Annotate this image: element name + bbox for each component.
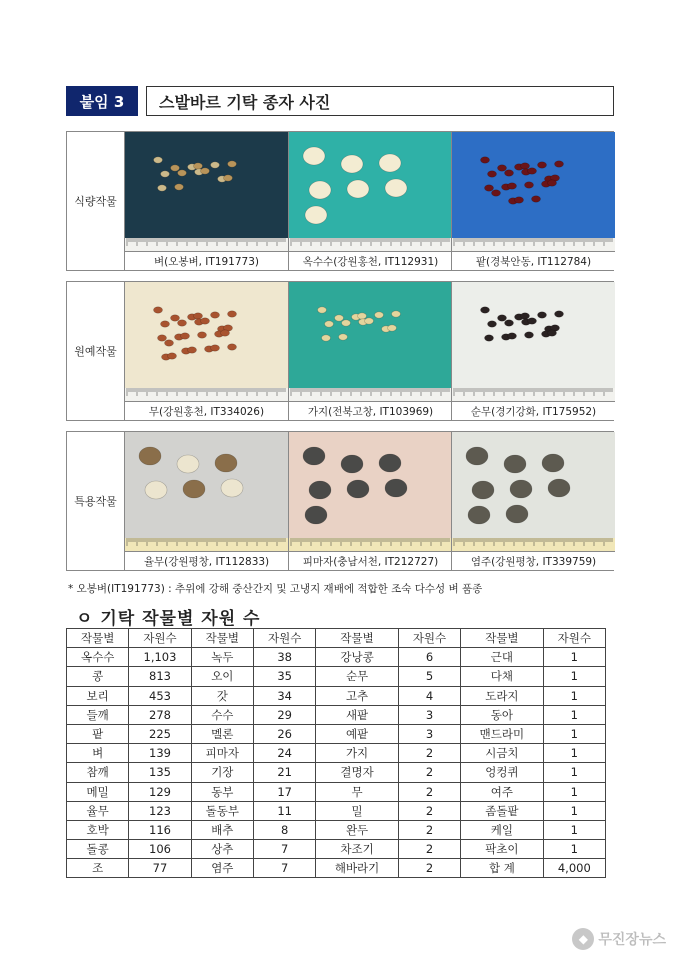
seed-photo [452,432,615,553]
crop-name-cell: 맨드라미 [461,724,544,743]
seed-mark [181,333,190,339]
crop-name-cell: 오이 [191,667,253,686]
seed-mark [183,480,205,498]
count-cell: 5 [398,667,460,686]
count-cell: 1 [543,648,605,667]
seed-mark [498,165,507,171]
group-label: 원예작물 [67,282,125,420]
crop-name-cell: 염주 [191,859,253,878]
seed-mark [211,162,220,168]
seed-illustration [289,432,452,553]
seed-mark [347,480,369,498]
seed-mark [168,353,177,359]
watermark-text: 무진장뉴스 [598,932,666,948]
crop-name-cell: 새팥 [316,705,399,724]
seed-mark [341,155,363,173]
seed-mark [211,345,220,351]
seed-photo [289,432,452,553]
seed-mark [171,165,180,171]
count-cell: 1 [543,763,605,782]
seed-mark [154,307,163,313]
count-cell: 135 [129,763,191,782]
seed-photo-cell [451,132,614,270]
crop-name-cell: 기장 [191,763,253,782]
seed-mark [508,333,517,339]
count-cell: 123 [129,801,191,820]
seed-mark [504,455,526,473]
footnote: * 오봉벼(IT191773) : 추위에 강해 중산간지 및 고냉지 재배에 적합한 조숙 다수성 벼 품종 [68,583,483,595]
crop-name-cell: 순무 [316,667,399,686]
seed-mark [198,332,207,338]
count-cell: 106 [129,840,191,859]
photo-group [66,131,614,271]
table-header-row [67,629,606,648]
seed-mark [548,330,557,336]
col-header-crop: 작물별 [316,629,399,648]
crop-name-cell: 율무 [67,801,129,820]
seed-mark [485,335,494,341]
crop-name-cell: 시금치 [461,744,544,763]
seed-mark [303,147,325,165]
crop-name-cell: 팥 [67,724,129,743]
photo-caption: 옥수수(강원홍천, IT112931) [289,251,452,270]
seed-photo [452,282,615,403]
count-cell: 77 [129,859,191,878]
seed-mark [481,307,490,313]
photo-caption: 염주(강원평창, IT339759) [452,551,615,570]
seed-mark [358,313,367,319]
seed-mark [510,480,532,498]
seed-mark [158,335,167,341]
seed-mark [488,171,497,177]
crop-name-cell: 해바라기 [316,859,399,878]
seed-mark [528,168,537,174]
crop-name-cell: 합 계 [461,859,544,878]
seed-mark [555,161,564,167]
seed-mark [145,481,167,499]
crop-name-cell: 들깨 [67,705,129,724]
seed-mark [228,344,237,350]
seed-illustration [452,432,615,553]
seed-mark [375,312,384,318]
col-header-crop: 작물별 [191,629,253,648]
crop-name-cell: 보리 [67,686,129,705]
seed-photo-cell [125,282,288,420]
crop-name-cell: 여주 [461,782,544,801]
count-cell: 129 [129,782,191,801]
seed-mark [158,185,167,191]
crop-name-cell: 완두 [316,820,399,839]
count-cell: 21 [253,763,315,782]
crop-name-cell: 녹두 [191,648,253,667]
seed-illustration [125,282,288,403]
crop-name-cell: 차조기 [316,840,399,859]
count-cell: 7 [253,859,315,878]
seed-mark [228,161,237,167]
seed-mark [188,347,197,353]
seed-mark [525,182,534,188]
photo-group [66,431,614,571]
seed-photo [125,432,288,553]
crop-name-cell: 동아 [461,705,544,724]
count-cell: 2 [398,763,460,782]
seed-mark [339,334,348,340]
seed-mark [528,318,537,324]
seed-mark [305,506,327,524]
seed-mark [221,479,243,497]
seed-mark [305,206,327,224]
count-cell: 4 [398,686,460,705]
crop-name-cell: 다채 [461,667,544,686]
seed-mark [385,479,407,497]
count-cell: 1 [543,801,605,820]
seed-mark [347,180,369,198]
count-cell: 1 [543,744,605,763]
seed-mark [468,506,490,524]
count-cell: 11 [253,801,315,820]
seed-mark [178,170,187,176]
seed-mark [379,454,401,472]
table-row [67,705,606,724]
crop-name-cell: 벼 [67,744,129,763]
count-cell: 1 [543,820,605,839]
crop-name-cell: 배추 [191,820,253,839]
crop-name-cell: 밀 [316,801,399,820]
crop-name-cell: 동부 [191,782,253,801]
seed-mark [165,340,174,346]
seed-mark [525,332,534,338]
count-cell: 1 [543,782,605,801]
crop-name-cell: 피마자 [191,744,253,763]
seed-photo [289,282,452,403]
count-cell: 139 [129,744,191,763]
count-cell: 24 [253,744,315,763]
seed-photo [289,132,452,253]
seed-mark [548,479,570,497]
seed-mark [542,454,564,472]
seed-photo-cell [451,432,614,570]
seed-mark [388,325,397,331]
crop-name-cell: 케일 [461,820,544,839]
table-row [67,648,606,667]
crop-name-cell: 수수 [191,705,253,724]
seed-mark [472,481,494,499]
count-cell: 1 [543,667,605,686]
seed-photo-cell [288,282,451,420]
crop-name-cell: 팍초이 [461,840,544,859]
seed-photo [125,282,288,403]
photo-caption: 피마자(충남서천, IT212727) [289,551,452,570]
seed-mark [521,313,530,319]
crop-name-cell: 참깨 [67,763,129,782]
crop-name-cell: 좀돌팥 [461,801,544,820]
seed-mark [201,318,210,324]
count-cell: 2 [398,840,460,859]
seed-mark [505,320,514,326]
watermark-logo-icon: ◆ [572,928,594,950]
crop-name-cell: 고추 [316,686,399,705]
count-cell: 3 [398,705,460,724]
seed-mark [515,197,524,203]
crop-name-cell: 상추 [191,840,253,859]
crop-name-cell: 옥수수 [67,648,129,667]
seed-mark [221,330,230,336]
crop-name-cell: 무 [316,782,399,801]
photo-caption: 순무(경기강화, IT175952) [452,401,615,420]
seed-photo [452,132,615,253]
crop-name-cell: 가지 [316,744,399,763]
count-cell: 38 [253,648,315,667]
col-header-crop: 작물별 [67,629,129,648]
seed-mark [335,315,344,321]
seed-mark [194,163,203,169]
photo-caption: 무(강원홍천, IT334026) [125,401,288,420]
count-cell: 116 [129,820,191,839]
count-cell: 453 [129,686,191,705]
seed-mark [481,157,490,163]
count-cell: 8 [253,820,315,839]
seed-photo-cell [125,432,288,570]
seed-mark [175,184,184,190]
col-header-count: 자원수 [129,629,191,648]
col-header-crop: 작물별 [461,629,544,648]
seed-mark [224,175,233,181]
seed-illustration [125,132,288,253]
seed-mark [538,162,547,168]
seed-mark [154,157,163,163]
crop-name-cell: 멜론 [191,724,253,743]
table-row [67,667,606,686]
crop-name-cell: 조 [67,859,129,878]
seed-mark [505,170,514,176]
seed-mark [365,318,374,324]
photo-caption: 벼(오봉벼, IT191773) [125,251,288,270]
seed-photo-cell [288,132,451,270]
crop-name-cell: 예팥 [316,724,399,743]
count-cell: 1 [543,686,605,705]
seed-mark [178,320,187,326]
count-cell: 26 [253,724,315,743]
seed-mark [492,190,501,196]
seed-mark [508,183,517,189]
table-row [67,801,606,820]
seed-illustration [289,132,452,253]
seed-mark [521,163,530,169]
crop-name-cell: 갓 [191,686,253,705]
seed-mark [325,321,334,327]
seed-mark [488,321,497,327]
watermark [572,928,666,950]
photo-caption: 팥(경북안동, IT112784) [452,251,615,270]
seed-mark [161,321,170,327]
count-cell: 6 [398,648,460,667]
seed-mark [318,307,327,313]
seed-mark [228,311,237,317]
count-cell: 7 [253,840,315,859]
seed-mark [485,185,494,191]
crop-name-cell: 돌동부 [191,801,253,820]
count-cell: 225 [129,724,191,743]
seed-illustration [289,282,452,403]
seed-mark [498,315,507,321]
seed-photo-cell [125,132,288,270]
count-cell: 4,000 [543,859,605,878]
seed-mark [215,454,237,472]
count-cell: 1,103 [129,648,191,667]
seed-mark [555,311,564,317]
table-body [67,648,606,878]
crop-name-cell: 결명자 [316,763,399,782]
seed-mark [341,455,363,473]
crop-name-cell: 메밀 [67,782,129,801]
attachment-tag: 붙임 3 [66,86,138,116]
group-label: 식량작물 [67,132,125,270]
seed-mark [506,505,528,523]
seed-mark [211,312,220,318]
count-cell: 2 [398,744,460,763]
crop-name-cell: 호박 [67,820,129,839]
crop-name-cell: 콩 [67,667,129,686]
seed-mark [379,154,401,172]
photo-caption: 가지(전북고창, IT103969) [289,401,452,420]
seed-mark [538,312,547,318]
table-row [67,820,606,839]
seed-mark [392,311,401,317]
seed-mark [548,180,557,186]
seed-mark [201,168,210,174]
seed-photo [125,132,288,253]
count-cell: 1 [543,724,605,743]
table-row [67,686,606,705]
seed-photo-cell [451,282,614,420]
seed-illustration [125,432,288,553]
seed-illustration [452,282,615,403]
crop-name-cell: 엉컹퀴 [461,763,544,782]
crop-name-cell: 돌콩 [67,840,129,859]
seed-mark [139,447,161,465]
count-cell: 813 [129,667,191,686]
count-cell: 17 [253,782,315,801]
seed-photo-cell [288,432,451,570]
seed-mark [171,315,180,321]
seed-mark [342,320,351,326]
seed-mark [309,481,331,499]
photo-caption: 율무(강원평창, IT112833) [125,551,288,570]
seed-mark [466,447,488,465]
count-cell: 3 [398,724,460,743]
table-row [67,763,606,782]
table-row [67,724,606,743]
count-cell: 34 [253,686,315,705]
seed-mark [532,196,541,202]
count-cell: 35 [253,667,315,686]
table-row [67,744,606,763]
crop-name-cell: 근대 [461,648,544,667]
group-label: 특용작물 [67,432,125,570]
table-row [67,859,606,878]
page-header [66,86,331,116]
table-row [67,840,606,859]
crop-name-cell: 도라지 [461,686,544,705]
count-cell: 1 [543,705,605,724]
seed-mark [161,171,170,177]
count-cell: 2 [398,801,460,820]
page-title: 스발바르 기탁 종자 사진 [146,86,614,116]
seed-mark [322,335,331,341]
table-row [67,782,606,801]
seed-mark [194,313,203,319]
crop-count-table [66,628,606,878]
col-header-count: 자원수 [253,629,315,648]
seed-mark [177,455,199,473]
count-cell: 2 [398,820,460,839]
count-cell: 2 [398,782,460,801]
seed-mark [303,447,325,465]
crop-name-cell: 강낭콩 [316,648,399,667]
col-header-count: 자원수 [543,629,605,648]
col-header-count: 자원수 [398,629,460,648]
section-title: ㅇ 기탁 작물별 자원 수 [76,609,261,629]
count-cell: 2 [398,859,460,878]
count-cell: 278 [129,705,191,724]
seed-mark [385,179,407,197]
photo-group [66,281,614,421]
count-cell: 1 [543,840,605,859]
count-cell: 29 [253,705,315,724]
seed-mark [309,181,331,199]
seed-illustration [452,132,615,253]
